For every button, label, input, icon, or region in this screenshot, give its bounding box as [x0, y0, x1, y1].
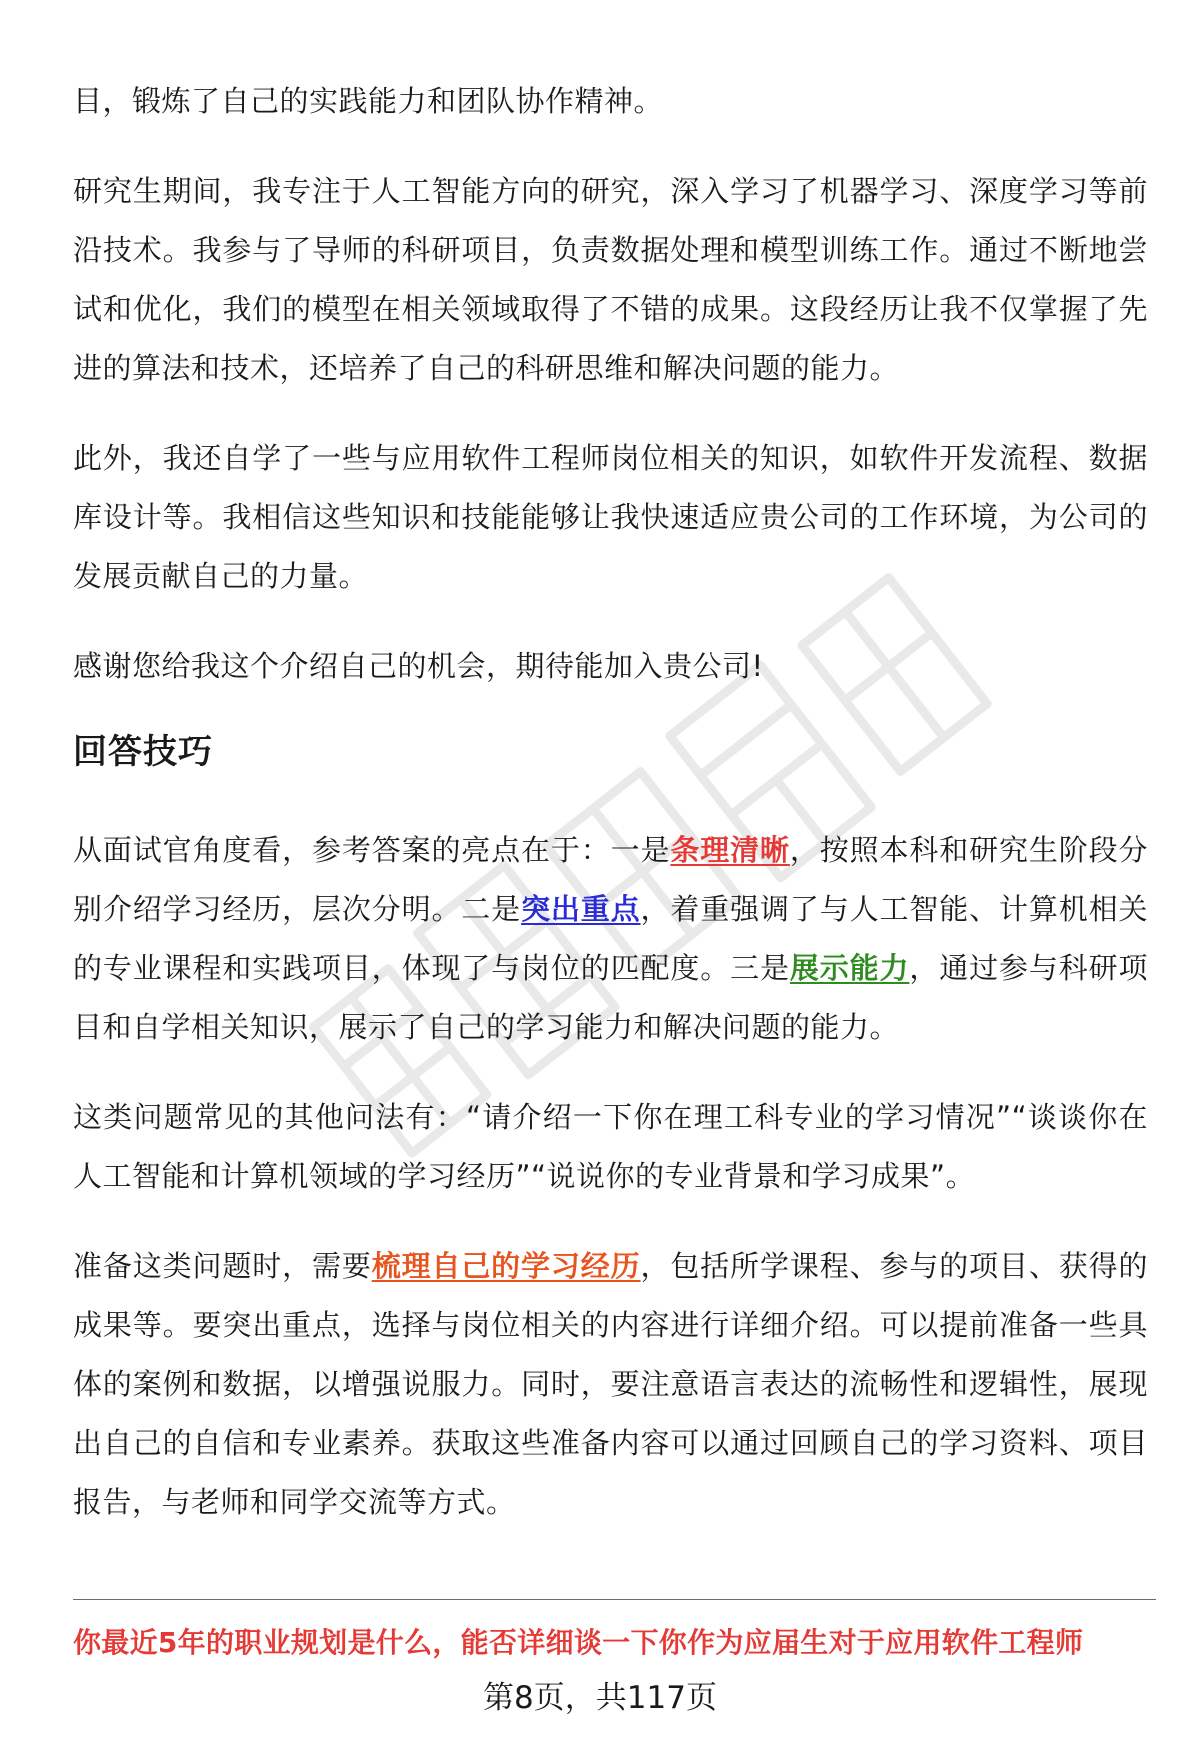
highlight-key-points: 突出重点 — [521, 892, 641, 926]
section-divider — [73, 1599, 1156, 1600]
tips-text: ，通过参与科研项目和自学相关知识，展示了自己的学习能力和解决问题的能力。 — [73, 951, 1148, 1044]
next-question-title: 你最近5年的职业规划是什么，能否详细谈一下你作为应届生对于应用软件工程师 — [73, 1626, 1084, 1659]
highlight-clear-structure: 条理清晰 — [670, 833, 790, 867]
highlight-show-ability: 展示能力 — [789, 951, 910, 985]
tips-text: 准备这类问题时，需要 — [73, 1249, 372, 1283]
page-number: 第8页，共117页 — [483, 1680, 717, 1716]
tips-text: ，按照本科和研究生阶段分别介绍学习经历，层次分明。二是 — [73, 833, 1148, 926]
tips-text: ，着重强调了与人工智能、计算机相关的专业课程和实践项目，体现了与岗位的匹配度。三是 — [73, 892, 1148, 985]
answer-paragraph-closing: 感谢您给我这个介绍自己的机会，期待能加入贵公司! — [73, 649, 764, 683]
section-heading-tips: 回答技巧 — [73, 732, 213, 772]
answer-paragraph-graduate: 研究生期间，我专注于人工智能方向的研究，深入学习了机器学习、深度学习等前沿技术。我参与了导师的科研项目，负责数据处理和模型训练工作。通过不断地尝试和优化，我们的模型在相关领域取得了不错的成果。这段经历让我不仅掌握了先进的算法和技术，还培养了自己的科研思维和解决问题的能力。 — [73, 174, 1148, 385]
answer-paragraph-continuation: 目，锻炼了自己的实践能力和团队协作精神。 — [73, 84, 664, 118]
tips-text: ，包括所学课程、参与的项目、获得的成果等。要突出重点，选择与岗位相关的内容进行详细介绍。可以提前准备一些具体的案例和数据，以增强说服力。同时，要注意语言表达的流畅性和逻辑性，展现出自己的自信和专业素养。获取这些准备内容可以通过回顾自己的学习资料、项目报告，与老师和同学交流等方式。 — [73, 1249, 1148, 1519]
highlight-review-experience: 梳理自己的学习经历 — [371, 1249, 641, 1283]
tips-paragraph-alternatives: 这类问题常见的其他问法有：“请介绍一下你在理工科专业的学习情况”“谈谈你在人工智能和计算机领域的学习经历”“说说你的专业背景和学习成果”。 — [73, 1100, 1148, 1193]
tips-paragraph-preparation — [73, 1237, 1148, 1532]
document-body — [73, 72, 1148, 1532]
tips-text: 从面试官角度看，参考答案的亮点在于：一是 — [73, 833, 671, 867]
answer-paragraph-self-study: 此外，我还自学了一些与应用软件工程师岗位相关的知识，如软件开发流程、数据库设计等。我相信这些知识和技能能够让我快速适应贵公司的工作环境，为公司的发展贡献自己的力量。 — [73, 441, 1148, 593]
tips-paragraph-highlights — [73, 821, 1148, 1057]
